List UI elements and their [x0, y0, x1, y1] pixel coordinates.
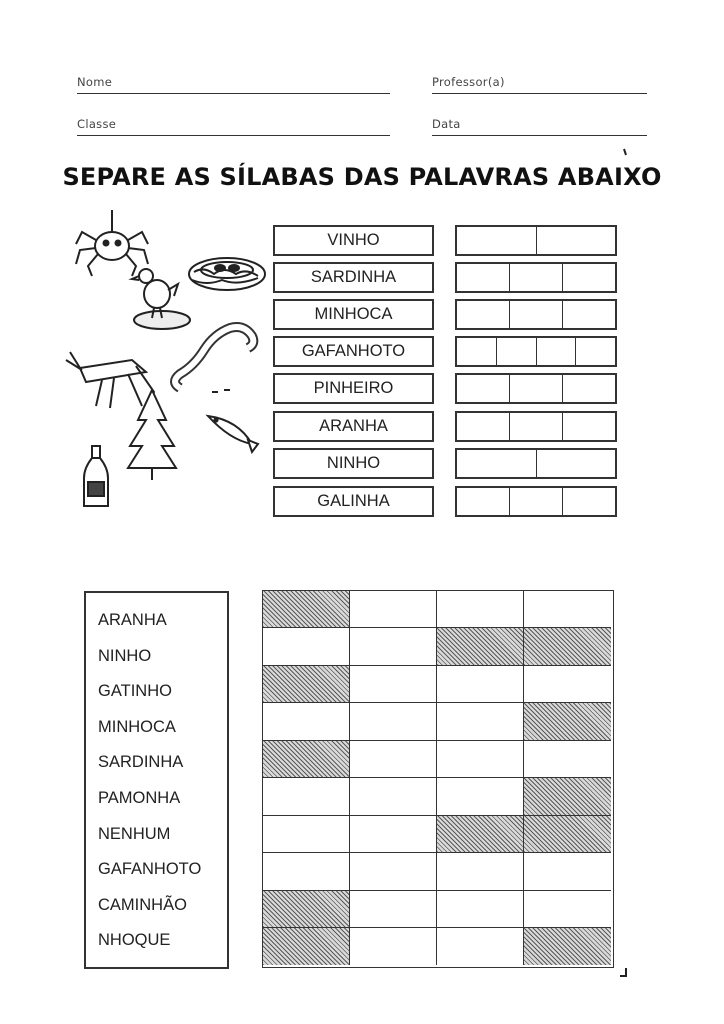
grid-cell[interactable]	[524, 666, 611, 703]
syllable-boxes	[455, 336, 617, 367]
syllable-boxes	[455, 373, 617, 404]
syllable-boxes	[455, 411, 617, 442]
list-word: GAFANHOTO	[98, 860, 202, 879]
syllable-input-box[interactable]	[537, 227, 616, 254]
page-title: SEPARE AS SÍLABAS DAS PALAVRAS ABAIXO	[62, 163, 662, 191]
grid-cell[interactable]	[437, 853, 524, 890]
grid-cell[interactable]	[263, 628, 350, 665]
word-box: GAFANHOTO	[273, 336, 434, 367]
syllable-boxes	[455, 225, 617, 256]
shaded-cell	[263, 741, 350, 778]
date-label: Data	[432, 117, 461, 131]
grid-cell[interactable]	[524, 853, 611, 890]
wine-bottle-icon	[84, 446, 108, 506]
picture-cluster	[62, 210, 272, 515]
list-word: GATINHO	[98, 682, 172, 701]
syllable-input-box[interactable]	[510, 301, 563, 328]
word-box: NINHO	[273, 448, 434, 479]
fish-icon	[208, 416, 258, 452]
corner-mark	[620, 968, 630, 978]
shaded-cell	[263, 891, 350, 928]
teacher-field[interactable]	[432, 71, 647, 94]
shaded-cell	[437, 628, 524, 665]
syllable-input-box[interactable]	[563, 301, 615, 328]
syllable-input-box[interactable]	[563, 264, 615, 291]
grid-cell[interactable]	[524, 741, 611, 778]
syllable-boxes	[455, 486, 617, 517]
syllable-boxes	[455, 262, 617, 293]
grid-cell[interactable]	[437, 928, 524, 965]
shaded-cell	[263, 666, 350, 703]
syllable-input-box[interactable]	[510, 264, 563, 291]
grid-cell[interactable]	[437, 666, 524, 703]
syllable-input-box[interactable]	[457, 413, 510, 440]
list-word: SARDINHA	[98, 753, 184, 772]
grid-cell[interactable]	[263, 816, 350, 853]
list-word: CAMINHÃO	[98, 895, 187, 914]
class-label: Classe	[77, 117, 117, 131]
list-word: MINHOCA	[98, 717, 176, 736]
teacher-label: Professor(a)	[432, 75, 505, 89]
pine-tree-icon	[128, 390, 176, 480]
syllable-input-box[interactable]	[457, 301, 510, 328]
syllable-input-box[interactable]	[576, 338, 615, 365]
grid-cell[interactable]	[263, 853, 350, 890]
list-word: NHOQUE	[98, 931, 171, 950]
syllable-boxes	[455, 448, 617, 479]
grid-cell[interactable]	[350, 703, 437, 740]
corner-mark	[622, 147, 632, 157]
shaded-cell	[524, 778, 611, 815]
shaded-cell	[524, 816, 611, 853]
class-field[interactable]	[77, 113, 390, 136]
syllable-input-box[interactable]	[457, 338, 497, 365]
syllable-input-box[interactable]	[563, 413, 615, 440]
grid-cell[interactable]	[437, 778, 524, 815]
list-word: ARANHA	[98, 611, 167, 629]
grid-cell[interactable]	[350, 853, 437, 890]
grasshopper-icon	[66, 352, 154, 408]
name-label: Nome	[77, 75, 113, 89]
syllable-input-box[interactable]	[510, 413, 563, 440]
word-box: VINHO	[273, 225, 434, 256]
grid-cell[interactable]	[350, 591, 437, 628]
syllable-input-box[interactable]	[457, 450, 537, 477]
spider-icon	[76, 210, 148, 276]
grid-cell[interactable]	[437, 703, 524, 740]
syllable-input-box[interactable]	[457, 375, 510, 402]
syllable-boxes	[455, 299, 617, 330]
grid-cell[interactable]	[350, 741, 437, 778]
word-box: ARANHA	[273, 411, 434, 442]
list-word: NENHUM	[98, 824, 171, 843]
syllable-input-box[interactable]	[563, 375, 615, 402]
grid-cell[interactable]	[350, 891, 437, 928]
shaded-cell	[437, 816, 524, 853]
syllable-input-box[interactable]	[537, 450, 616, 477]
syllable-input-box[interactable]	[510, 488, 563, 515]
syllable-input-box[interactable]	[510, 375, 563, 402]
syllable-input-box[interactable]	[457, 227, 537, 254]
syllable-input-box[interactable]	[457, 264, 510, 291]
shaded-cell	[263, 928, 350, 965]
shaded-cell	[524, 703, 611, 740]
grid-cell[interactable]	[350, 628, 437, 665]
syllable-input-box[interactable]	[537, 338, 577, 365]
syllable-input-box[interactable]	[457, 488, 510, 515]
grid-cell[interactable]	[437, 591, 524, 628]
date-field[interactable]	[432, 113, 647, 136]
syllable-count-grid	[262, 590, 614, 968]
list-word: PAMONHA	[98, 789, 181, 807]
shaded-cell	[524, 928, 611, 965]
grid-cell[interactable]	[524, 591, 611, 628]
name-field[interactable]	[77, 71, 390, 94]
grid-cell[interactable]	[263, 778, 350, 815]
word-box: GALINHA	[273, 486, 434, 517]
grid-cell[interactable]	[524, 891, 611, 928]
word-box: PINHEIRO	[273, 373, 434, 404]
list-word: NINHO	[98, 646, 152, 665]
word-list-box	[84, 591, 229, 969]
grid-cell[interactable]	[437, 891, 524, 928]
syllable-input-box[interactable]	[497, 338, 537, 365]
grid-cell[interactable]	[350, 666, 437, 703]
bird-icon	[132, 269, 190, 329]
shaded-cell	[263, 591, 350, 628]
syllable-input-box[interactable]	[563, 488, 615, 515]
word-box: MINHOCA	[273, 299, 434, 330]
nest-icon	[189, 258, 265, 290]
grid-cell[interactable]	[350, 778, 437, 815]
grid-cell[interactable]	[437, 741, 524, 778]
grid-cell[interactable]	[263, 703, 350, 740]
grid-cell[interactable]	[350, 928, 437, 965]
worm-icon	[175, 327, 253, 392]
word-box: SARDINHA	[273, 262, 434, 293]
shaded-cell	[524, 628, 611, 665]
grid-cell[interactable]	[350, 816, 437, 853]
